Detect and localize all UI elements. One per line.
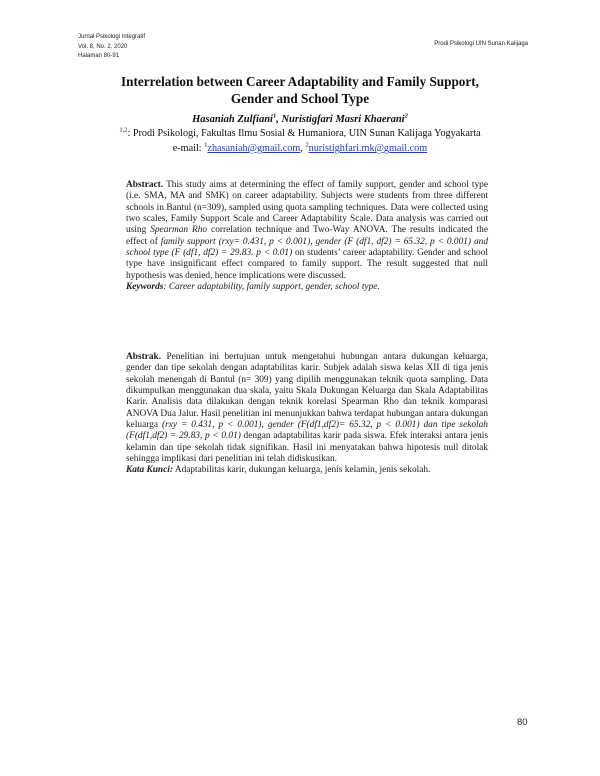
abstract-indonesian-italic-1: (rxy = 0.431, p < 0.001), gender (F(df1,df2)= 65.32, p < 0.001) dan tipe sekolah (F(df1,df2) = 29.83, p < 0.01) — [126, 420, 488, 442]
affiliation-mark: 1,2 — [119, 126, 128, 134]
journal-header-publisher: Prodi Psikologi UIN Sunan Kalijaga — [434, 41, 528, 47]
abstract-english-text-1: This study aims at determining the effect of family support, gender and school type (i.e. SMA, MA and SMK) on career adaptability. Subjects were students from three different schools in Bantul (n=309), sampled using quota sampling techniques. Data were collected using two scales, Family Support Scale and Career Adaptability Scale. Data analysis was carried out using — [126, 180, 488, 236]
affiliation-text: : Prodi Psikologi, Fakultas Ilmu Sosial & Humaniora, UIN Sunan Kalijaga Yogyakarta — [127, 128, 481, 139]
author-list — [0, 114, 600, 125]
abstract-english-italic-1: Spearman Rho — [150, 225, 208, 236]
author-2: Nuristigfari Masri Khaerani — [281, 114, 405, 125]
keywords-indonesian-text: Adaptabilitas karir, dukungan keluarga, jenis kelamin, jenis sekolah. — [173, 465, 431, 476]
page-number: 80 — [517, 717, 528, 728]
abstract-english-label: Abstract. — [126, 180, 164, 190]
author-separator: , — [276, 114, 282, 125]
email-link-1[interactable]: zhasaniah@gmail.com — [207, 143, 301, 154]
email-separator: , — [300, 143, 306, 154]
abstract-english-text-2: correlation technique and Two-Way ANOVA. The results indicated the effect of — [126, 225, 488, 247]
journal-pages: Halaman 80-91 — [78, 53, 120, 59]
journal-volume: Vol. 8, No. 2, 2020 — [78, 43, 128, 50]
abstract-indonesian-text-1: Penelitian ini bertujuan untuk mengetahui hubungan antara dukungan keluarga, gender dan tipe sekolah dengan adaptabilitas karir. Subjek adalah siswa kelas XII di tiga jenis sekolah menengah di Bantul (n= 309) yang dipilih menggunakan teknik quota sampling. Data dikumpulkan menggunakan dua skala, yaitu Skala Dukungan Keluarga dan Skala Adaptabilitas Karir. Analisis data dilakukan dengan teknik korelasi Spearman Rho dan teknik komparasi ANOVA Dua Jalur. Hasil penelitian ini menunjukkan bahwa terdapat hubungan antara dukungan keluarga — [126, 352, 488, 431]
keywords-english-label: Keywords — [126, 282, 164, 293]
abstract-english-italic-2: family support (rxy= 0.431, p < 0.001), gender (F (df1, df2) = 65.32, p < 0.001) and school type (F (df1, df2) = 29.83. p < 0.01) — [126, 236, 488, 259]
paper-title-line1: Interrelation between Career Adaptability and Family Support, — [121, 74, 479, 89]
email-2-mark: 2 — [305, 141, 309, 149]
paper-title — [90, 73, 510, 107]
abstract-indonesian-label: Abstrak. — [126, 352, 162, 362]
journal-name: Jurnal Psikologi Integratif — [78, 34, 146, 40]
journal-header-info — [78, 33, 145, 62]
email-prefix: e-mail: — [172, 143, 205, 154]
abstract-english-body — [126, 180, 488, 282]
paper-title-line2: Gender and School Type — [230, 91, 370, 106]
keywords-indonesian — [126, 465, 488, 476]
email-1-mark: 1 — [204, 141, 208, 149]
abstract-english — [126, 180, 488, 293]
email-line — [0, 143, 600, 154]
email-link-2[interactable]: nuristighfari.mk@gmail.com — [308, 143, 428, 154]
abstract-english-text-3: on students’ career adaptability. Gender and school type have insignificant effect compared to family support. The result suggested that null hypothesis was denied, hence implications were discussed. — [126, 248, 488, 281]
keywords-english — [126, 282, 488, 293]
abstract-indonesian-body — [126, 352, 488, 465]
author-1-affil-mark: 1 — [272, 112, 277, 120]
keywords-english-text: : Career adaptability, family support, gender, school type. — [163, 282, 380, 293]
keywords-indonesian-label: Kata Kunci: — [126, 465, 173, 476]
abstract-indonesian — [126, 352, 488, 477]
affiliation — [0, 128, 600, 139]
author-1: Hasaniah Zulfiani — [192, 114, 273, 125]
abstract-indonesian-text-2: dengan adaptabilitas karir pada siswa. Efek interaksi antara jenis kelamin dan tipe sekolah tidak signifikan. Hasil ini menyatakan bahwa hipotesis null ditolak sehingga implikasi dari penelitian ini telah didiskusikan. — [126, 431, 488, 465]
author-2-affil-mark: 2 — [404, 112, 408, 120]
